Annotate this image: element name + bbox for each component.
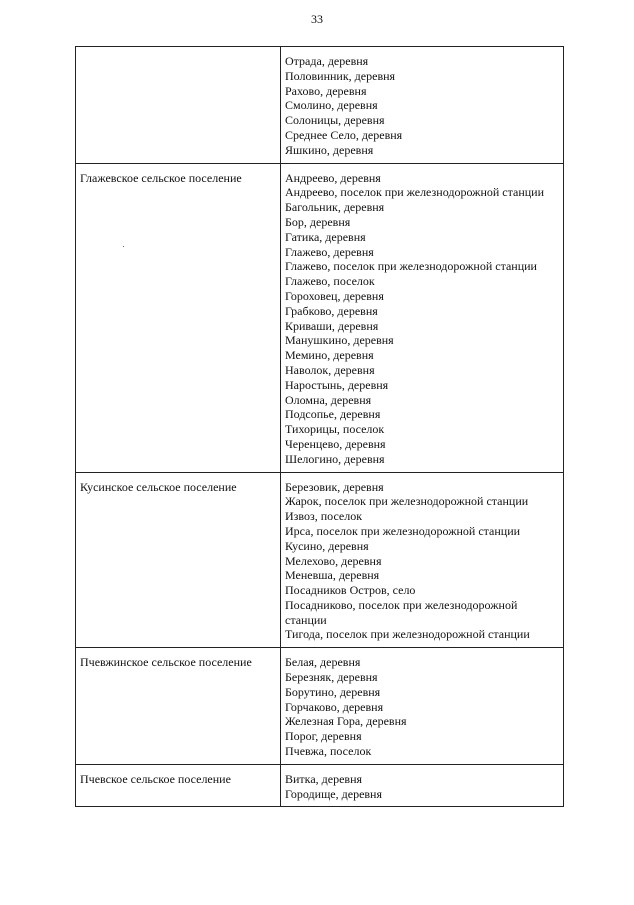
scan-speck xyxy=(123,246,124,247)
locality-item: Смолино, деревня xyxy=(285,98,378,113)
locality-item: Наволок, деревня xyxy=(285,362,375,377)
locality-item: Березовик, деревня xyxy=(285,479,384,494)
locality-item: Городище, деревня xyxy=(285,786,382,801)
locality-item: Железная Гора, деревня xyxy=(285,714,407,729)
locality-item: Глажево, поселок при железнодорожной станции xyxy=(285,259,537,274)
localities-cell xyxy=(281,163,564,472)
settlement-cell xyxy=(76,47,281,164)
locality-item: Посадников Остров, село xyxy=(285,583,416,598)
locality-item: Горчаково, деревня xyxy=(285,699,384,714)
locality-item: Подсопье, деревня xyxy=(285,407,381,422)
locality-item: Жарок, поселок при железнодорожной станции xyxy=(285,494,529,509)
table-row xyxy=(76,648,564,765)
locality-item: Рахово, деревня xyxy=(285,83,367,98)
locality-item: Бор, деревня xyxy=(285,214,351,229)
locality-item: Белая, деревня xyxy=(285,655,361,670)
locality-item: Багольник, деревня xyxy=(285,200,385,215)
locality-item: Грабково, деревня xyxy=(285,303,378,318)
settlement-cell: Пчевское сельское поселение xyxy=(76,764,281,807)
table-row xyxy=(76,47,564,164)
locality-item: Среднее Село, деревня xyxy=(285,127,403,142)
locality-item: Андреево, деревня xyxy=(285,170,381,185)
locality-item: Посадниково, поселок при железнодорожной станции xyxy=(285,597,518,627)
locality-item: Витка, деревня xyxy=(285,771,363,786)
locality-item: Кусино, деревня xyxy=(285,538,369,553)
localities-cell xyxy=(281,47,564,164)
locality-item: Пчевжа, поселок xyxy=(285,744,372,759)
locality-item: Борутино, деревня xyxy=(285,684,381,699)
locality-item: Яшкино, деревня xyxy=(285,142,374,157)
locality-item: Ирса, поселок при железнодорожной станции xyxy=(285,523,521,538)
settlement-cell: Глажевское сельское поселение xyxy=(76,163,281,472)
locality-item: Гороховец, деревня xyxy=(285,288,384,303)
locality-item: Солоницы, деревня xyxy=(285,113,385,128)
localities-cell xyxy=(281,472,564,648)
page-number: 33 xyxy=(311,12,323,26)
locality-item: Андреево, поселок при железнодорожной станции xyxy=(285,185,545,200)
locality-item: Половинник, деревня xyxy=(285,68,396,83)
settlement-cell: Кусинское сельское поселение xyxy=(76,472,281,648)
locality-item: Наростынь, деревня xyxy=(285,377,389,392)
locality-item: Тигода, поселок при железнодорожной станции xyxy=(285,627,530,642)
locality-item: Черенцево, деревня xyxy=(285,436,386,451)
locality-item: Оломна, деревня xyxy=(285,392,372,407)
locality-item: Манушкино, деревня xyxy=(285,333,394,348)
settlements-table xyxy=(75,46,564,807)
locality-item: Мелехово, деревня xyxy=(285,553,382,568)
localities-cell xyxy=(281,764,564,807)
locality-item: Извоз, поселок xyxy=(285,509,363,524)
locality-item: Гатика, деревня xyxy=(285,229,366,244)
locality-item: Глажево, деревня xyxy=(285,244,374,259)
locality-item: Тихорицы, поселок xyxy=(285,422,385,437)
table-row xyxy=(76,764,564,807)
table-row xyxy=(76,163,564,472)
locality-item: Мемино, деревня xyxy=(285,348,374,363)
locality-item: Отрада, деревня xyxy=(285,54,369,68)
locality-item: Порог, деревня xyxy=(285,729,362,744)
locality-item: Криваши, деревня xyxy=(285,318,379,333)
table-row xyxy=(76,472,564,648)
localities-cell xyxy=(281,648,564,765)
settlement-cell: Пчевжинское сельское поселение xyxy=(76,648,281,765)
locality-item: Глажево, поселок xyxy=(285,274,375,289)
locality-item: Шелогино, деревня xyxy=(285,451,385,466)
locality-item: Березняк, деревня xyxy=(285,670,378,685)
locality-item: Меневша, деревня xyxy=(285,568,380,583)
settlements-table-body xyxy=(76,47,564,807)
